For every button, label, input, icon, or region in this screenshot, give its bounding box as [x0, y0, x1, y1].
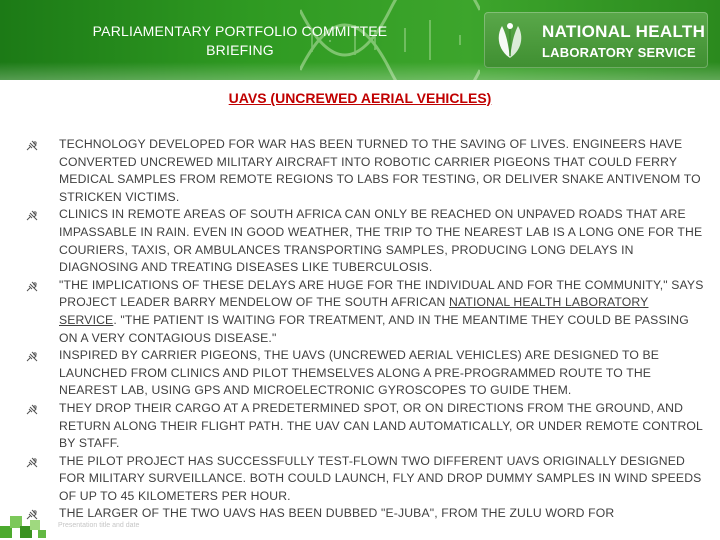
bullet-text: CLINICS IN REMOTE AREAS OF SOUTH AFRICA CAN ONLY BE REACHED ON UNPAVED ROADS THAT ARE IMPASSABLE IN RAIN. EVEN IN GOOD WEATHER, THE TRIP TO THE NEAREST LAB IS A LONG ONE FOR THE COURIERS, TAXIS, OR AMBULANCES TRANSPORTING SAMPLES, PRODUCING LONG DELAYS IN DIAGNOSING AND TREATING DISEASES LIKE TUBERCULOSIS. [59, 207, 703, 275]
slide-header [0, 0, 720, 80]
header-title-line1: PARLIAMENTARY PORTFOLIO COMMITTEE [92, 23, 388, 39]
bullet-item [26, 347, 706, 400]
bullet-text: TECHNOLOGY DEVELOPED FOR WAR HAS BEEN TURNED TO THE SAVING OF LIVES. ENGINEERS HAVE CONVERTED UNCREWED MILITARY AIRCRAFT INTO ROBOTIC CARRIER PIGEONS THAT COULD FERRY MEDICAL SAMPLES FROM REMOTE REGIONS TO LABS FOR TESTING, OR DELIVER SNAKE ANTIVENOM TO STRICKEN VICTIMS. [59, 137, 701, 204]
hand-pointer-icon [26, 209, 38, 221]
hand-pointer-icon [26, 350, 38, 362]
nhls-link[interactable]: NATIONAL HEALTH LABORATORY SERVICE [59, 295, 649, 327]
bullet-text: INSPIRED BY CARRIER PIGEONS, THE UAVS (UNCREWED AERIAL VEHICLES) ARE DESIGNED TO BE LAUNCHED FROM CLINICS AND PILOT THEMSELVES ALONG A PRE-PROGRAMMED ROUTE TO THE NEAREST LAB, USING GPS AND MICROELECTRONIC GYROSCOPES TO GUIDE THEM. [59, 348, 660, 398]
bullet-item [26, 136, 706, 206]
bullet-item [26, 505, 706, 523]
nhls-leaf-logo-icon [492, 20, 528, 60]
brand-name-line2: LABORATORY SERVICE [542, 45, 696, 60]
slide-title: UAVS (UNCREWED AERIAL VEHICLES) [228, 90, 492, 106]
bullet-text [59, 278, 704, 345]
bullet-text: THE PILOT PROJECT HAS SUCCESSFULLY TEST-FLOWN TWO DIFFERENT UAVS ORIGINALLY DESIGNED FOR MILITARY SURVEILLANCE. BOTH COULD LAUNCH, FLY AND DROP DUMMY SAMPLES IN WIND SPEEDS OF UP TO 45 KILOMETERS PER HOUR. [59, 453, 702, 503]
header-title-line2: BRIEFING [206, 42, 274, 58]
hand-pointer-icon [26, 139, 38, 151]
hand-pointer-icon [26, 403, 38, 415]
bullet-item [26, 206, 706, 276]
bullet-item [26, 453, 706, 506]
nhls-logo-block [484, 12, 708, 68]
green-cubes-decoration [0, 510, 52, 540]
hand-pointer-icon [26, 280, 38, 292]
brand-name-line1: NATIONAL HEALTH [542, 22, 706, 41]
header-title [60, 22, 420, 60]
bullet-list [26, 136, 706, 523]
bullet-item [26, 277, 706, 347]
bullet-text-part: "THE IMPLICATIONS OF THESE DELAYS ARE HUGE FOR THE INDIVIDUAL AND FOR THE COMMUNITY," SAYS PROJECT LEADER BARRY MENDELOW OF THE SOUTH AFRICAN [59, 277, 704, 310]
bullet-text-part: . "THE PATIENT IS WAITING FOR TREATMENT, AND IN THE MEANTIME THEY COULD BE PASSING ON A VERY CONTAGIOUS DISEASE." [59, 312, 689, 345]
hand-pointer-icon [26, 456, 38, 468]
bullet-text: THEY DROP THEIR CARGO AT A PREDETERMINED SPOT, OR ON DIRECTIONS FROM THE GROUND, AND RETURN ALONG THEIR FLIGHT PATH. THE UAV CAN LAND AUTOMATICALLY, OR UNDER REMOTE CONTROL BY STAFF. [59, 400, 703, 451]
bullet-text: THE LARGER OF THE TWO UAVS HAS BEEN DUBBED "E-JUBA", FROM THE ZULU WORD FOR [59, 506, 615, 521]
footer-text: Presentation title and date [58, 522, 140, 529]
bullet-item [26, 400, 706, 453]
